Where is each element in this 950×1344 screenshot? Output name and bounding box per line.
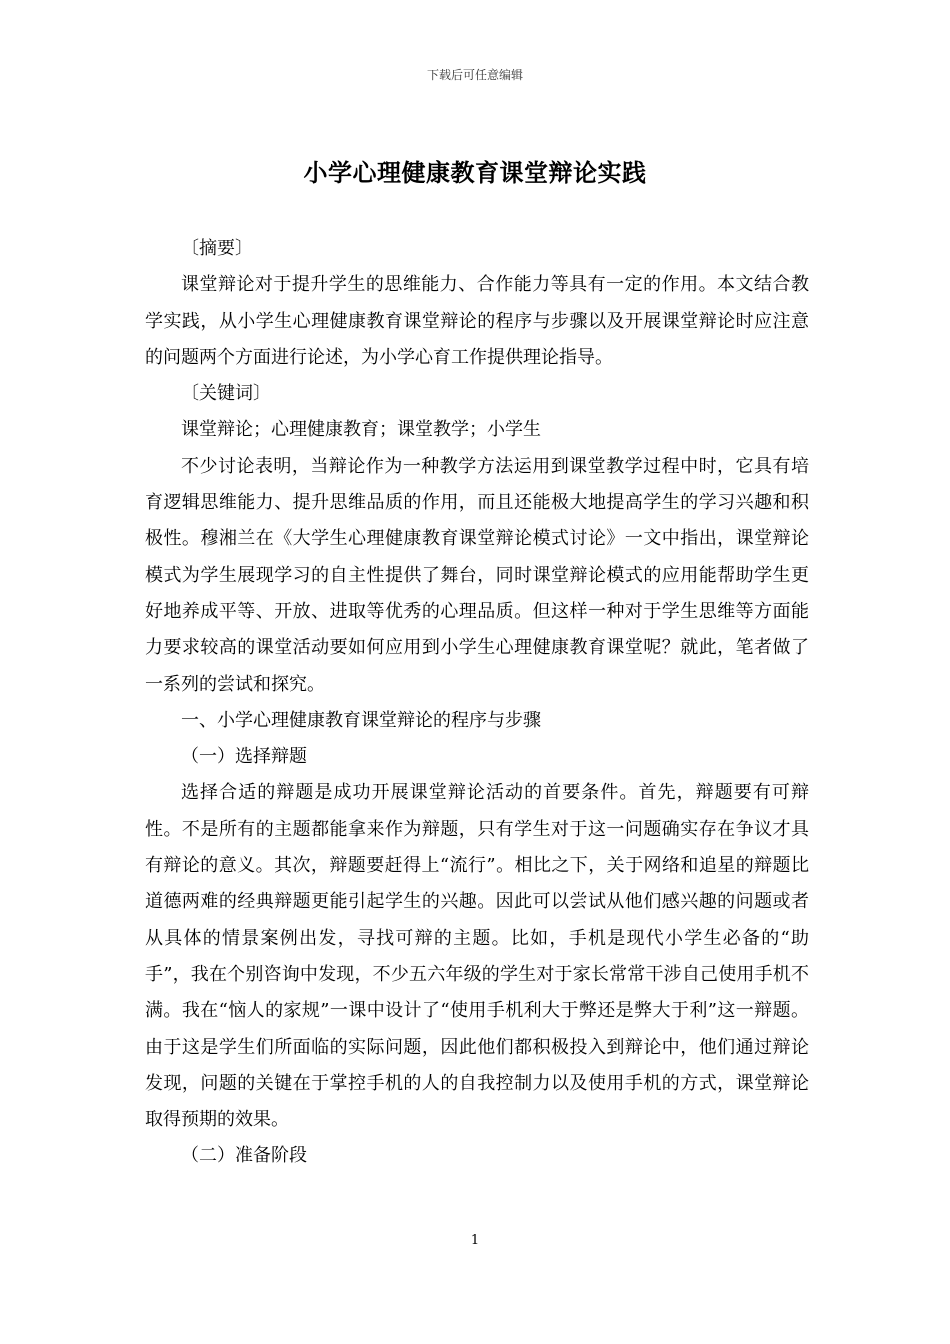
- page-number: 1: [470, 1233, 480, 1248]
- subsection-heading: （一）选择辩题: [181, 746, 307, 768]
- body-paragraph: 选择合适的辩题是成功开展课堂辩论活动的首要条件。首先，辩题要有可辩性。不是所有的主题都能拿来作为辩题，只有学生对于这一问题确实存在争议才具有辩论的意义。其次，辩题要赶得上“流行”。相比之下，关于网络和追星的辩题比道德两难的经典辩题更能引起学生的兴趣。因此可以尝试从他们感兴趣的问题或者从具体的情景案例出发，寻找可辩的主题。比如，手机是现代小学生必备的“助手”，我在个别咨询中发现，不少五六年级的学生对于家长常常干涉自己使用手机不满。我在“恼人的家规”一课中设计了“使用手机利大于弊还是弊大于利”这一辩题。由于这是学生们所面临的实际问题，因此他们都积极投入到辩论中，他们通过辩论发现，问题的关键在于掌控手机的人的自我控制力以及使用手机的方式，课堂辩论取得预期的效果。: [145, 782, 809, 1131]
- abstract-label: 〔摘要〕: [181, 238, 253, 259]
- intro-paragraph: 不少讨论表明，当辩论作为一种教学方法运用到课堂教学过程中时，它具有培育逻辑思维能力、提升思维品质的作用，而且还能极大地提高学生的学习兴趣和积极性。穆湘兰在《大学生心理健康教育课堂辩论模式讨论》一文中指出，课堂辩论模式为学生展现学习的自主性提供了舞台，同时课堂辩论模式的应用能帮助学生更好地养成平等、开放、进取等优秀的心理品质。但这样一种对于学生思维等方面能力要求较高的课堂活动要如何应用到小学生心理健康教育课堂呢？就此，笔者做了一系列的尝试和探究。: [145, 455, 809, 695]
- document-body: [145, 231, 809, 1175]
- section-heading: 一、小学心理健康教育课堂辩论的程序与步骤: [181, 709, 541, 731]
- abstract-paragraph: 课堂辩论对于提升学生的思维能力、合作能力等具有一定的作用。本文结合教学实践，从小学生心理健康教育课堂辩论的程序与步骤以及开展课堂辩论时应注意的问题两个方面进行论述，为小学心育工作提供理论指导。: [145, 274, 809, 368]
- subsection-heading: （二）准备阶段: [181, 1145, 307, 1167]
- keywords-paragraph: 课堂辩论；心理健康教育；课堂教学；小学生: [181, 419, 541, 441]
- keywords-label: 〔关键词〕: [181, 383, 271, 405]
- header-note: 下载后可任意编辑: [426, 68, 523, 82]
- document-title: 小学心理健康教育课堂辩论实践: [303, 158, 647, 187]
